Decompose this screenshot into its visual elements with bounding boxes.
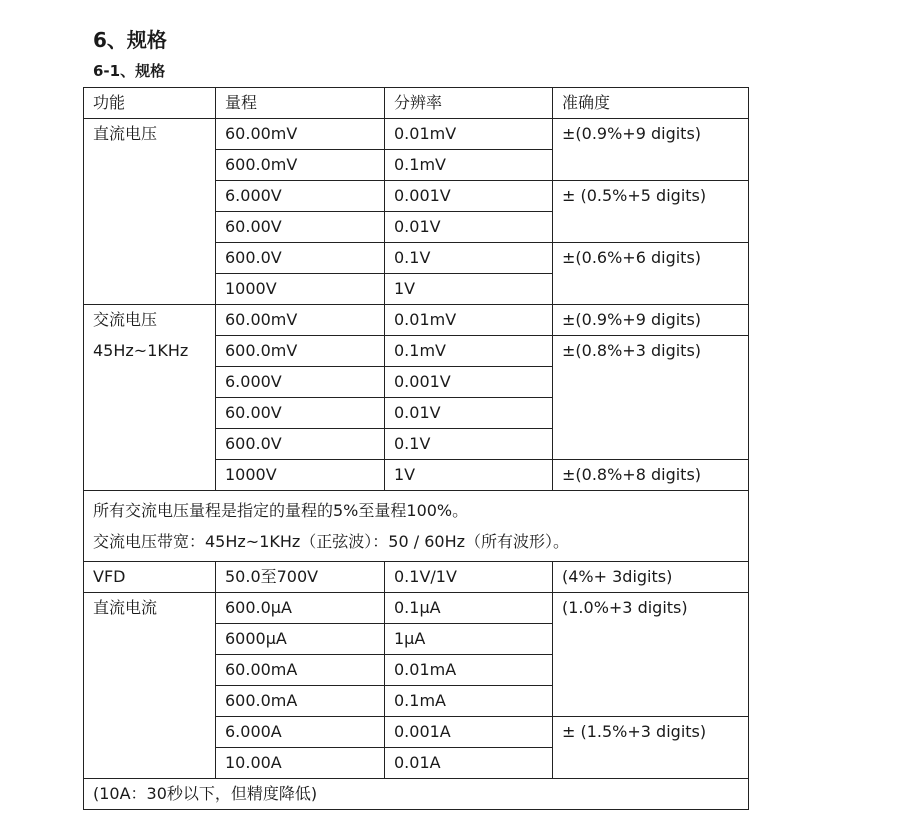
accuracy-cell: ±(0.8%+3 digits) (553, 336, 749, 460)
ac-note-range: 所有交流电压量程是指定的量程的5%至量程100%。 (93, 501, 469, 520)
range-cell: 600.0V (216, 429, 385, 460)
table-row (84, 119, 749, 150)
header-row (84, 88, 749, 119)
accuracy-cell: ±(0.9%+9 digits) (553, 119, 749, 181)
range-cell: 6000μA (216, 624, 385, 655)
resolution-cell: 0.01V (385, 212, 553, 243)
header-function: 功能 (84, 88, 216, 119)
table-row (84, 305, 749, 336)
accuracy-cell: ±(0.9%+9 digits) (553, 305, 749, 336)
range-cell: 6.000V (216, 181, 385, 212)
accuracy-cell: ± (1.5%+3 digits) (553, 717, 749, 779)
function-acv-label: 交流电压 (93, 310, 158, 329)
resolution-cell: 0.1mA (385, 686, 553, 717)
range-cell: 60.00mA (216, 655, 385, 686)
range-cell: 60.00mV (216, 305, 385, 336)
range-cell: 600.0μA (216, 593, 385, 624)
resolution-cell: 0.01mV (385, 119, 553, 150)
resolution-cell: 0.001V (385, 181, 553, 212)
range-cell: 60.00V (216, 212, 385, 243)
section-title: 6、规格 (93, 28, 167, 52)
resolution-cell: 0.1mV (385, 150, 553, 181)
range-cell: 1000V (216, 460, 385, 491)
ac-note-bandwidth: 交流电压带宽：45Hz~1KHz（正弦波）：50 / 60Hz（所有波形）。 (93, 532, 570, 551)
header-resolution: 分辨率 (385, 88, 553, 119)
header-range: 量程 (216, 88, 385, 119)
resolution-cell: 0.001A (385, 717, 553, 748)
footnote: (10A：30秒以下，但精度降低) (84, 779, 749, 810)
resolution-cell: 0.1V (385, 429, 553, 460)
resolution-cell: 0.01mV (385, 305, 553, 336)
range-cell: 60.00mV (216, 119, 385, 150)
resolution-cell: 1V (385, 460, 553, 491)
function-dcv: 直流电压 (84, 119, 216, 305)
range-cell: 600.0V (216, 243, 385, 274)
range-cell: 600.0mA (216, 686, 385, 717)
range-cell: 600.0mV (216, 150, 385, 181)
range-cell: 1000V (216, 274, 385, 305)
notes-row (84, 491, 749, 562)
function-acv-freq: 45Hz~1KHz (93, 341, 189, 360)
footnote-row (84, 779, 749, 810)
resolution-cell: 1μA (385, 624, 553, 655)
range-cell: 10.00A (216, 748, 385, 779)
accuracy-cell: ± (0.5%+5 digits) (553, 181, 749, 243)
range-cell: 6.000V (216, 367, 385, 398)
function-vfd: VFD (84, 562, 216, 593)
resolution-cell: 0.001V (385, 367, 553, 398)
range-cell: 6.000A (216, 717, 385, 748)
range-cell: 60.00V (216, 398, 385, 429)
accuracy-cell: (4%+ 3digits) (553, 562, 749, 593)
resolution-cell: 0.1μA (385, 593, 553, 624)
header-accuracy: 准确度 (553, 88, 749, 119)
function-acv (84, 305, 216, 491)
accuracy-cell: (1.0%+3 digits) (553, 593, 749, 717)
subsection-title: 6-1、规格 (93, 62, 166, 80)
function-dca: 直流电流 (84, 593, 216, 779)
resolution-cell: 0.01V (385, 398, 553, 429)
table-row (84, 562, 749, 593)
range-cell: 600.0mV (216, 336, 385, 367)
resolution-cell: 0.01A (385, 748, 553, 779)
accuracy-cell: ±(0.8%+8 digits) (553, 460, 749, 491)
resolution-cell: 0.1V/1V (385, 562, 553, 593)
spec-table (83, 87, 749, 810)
resolution-cell: 0.1mV (385, 336, 553, 367)
accuracy-cell: ±(0.6%+6 digits) (553, 243, 749, 305)
resolution-cell: 0.1V (385, 243, 553, 274)
table-row (84, 593, 749, 624)
range-cell: 50.0至700V (216, 562, 385, 593)
ac-notes (84, 491, 749, 562)
resolution-cell: 1V (385, 274, 553, 305)
resolution-cell: 0.01mA (385, 655, 553, 686)
